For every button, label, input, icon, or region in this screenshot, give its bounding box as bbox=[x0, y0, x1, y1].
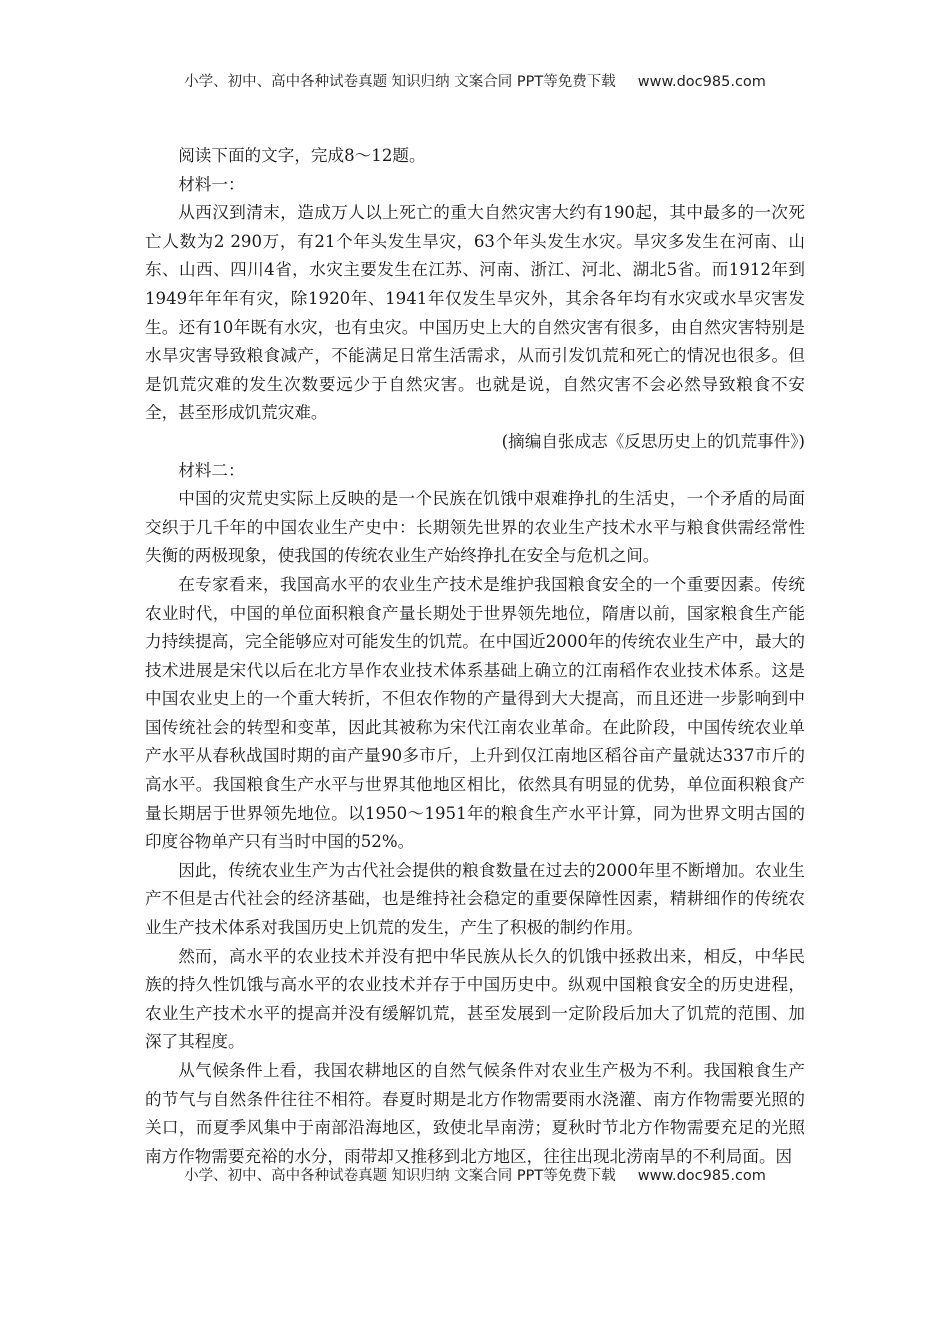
header-text: 小学、初中、高中各种试卷真题 知识归纳 文案合同 PPT等免费下载 bbox=[184, 74, 616, 90]
document-body bbox=[145, 142, 805, 1171]
material2-paragraph-2: 在专家看来，我国高水平的农业生产技术是维护我国粮食安全的一个重要因素。传统农业时代，中国的单位面积粮食产量长期处于世界领先地位，隋唐以前，国家粮食生产能力持续提高，完全能够应对可能发生的饥荒。在中国近2000年的传统农业生产中，最大的技术进展是宋代以后在北方旱作农业技术体系基础上确立的江南稻作农业技术体系。这是中国农业史上的一个重大转折，不但农作物的产量得到大大提高，而且还进一步影响到中国传统社会的转型和变革，因此其被称为宋代江南农业革命。在此阶段，中国传统农业单产水平从春秋战国时期的亩产量90多市斤，上升到仅江南地区稻谷亩产量就达337市斤的高水平。我国粮食生产水平与世界其他地区相比，依然具有明显的优势，单位面积粮食产量长期居于世界领先地位。以1950～1951年的粮食生产水平计算，同为世界文明古国的印度谷物单产只有当时中国的52%。 bbox=[145, 574, 805, 852]
header-url[interactable]: www.doc985.com bbox=[637, 74, 766, 90]
material1-source: (摘编自张成志《反思历史上的饥荒事件》) bbox=[501, 431, 805, 451]
material2-paragraph-5: 从气候条件上看，我国农耕地区的自然气候条件对农业生产极为不利。我国粮食生产的节气与自然条件往往不相符。春夏时期是北方作物需要雨水浇灌、南方作物需要光照的关口，而夏季风集中于南部沿海地区，致使北旱南涝；夏秋时节北方作物需要充足的光照南方作物需要充裕的水分，雨带却又推移到北方地区，往往出现北涝南旱的不利局面。因 bbox=[145, 1061, 805, 1166]
material1-label: 材料一： bbox=[178, 174, 245, 194]
material2-paragraph-1: 中国的灾荒史实际上反映的是一个民族在饥饿中艰难挣扎的生活史，一个矛盾的局面交织于几千年的中国农业生产史中：长期领先世界的农业生产技术水平与粮食供需经常性失衡的两极现象，使我国的传统农业生产始终挣扎在安全与危机之间。 bbox=[145, 489, 805, 566]
intro-instruction: 阅读下面的文字，完成8～12题。 bbox=[178, 146, 426, 165]
page-header bbox=[0, 70, 950, 91]
footer-url[interactable]: www.doc985.com bbox=[637, 1168, 766, 1184]
material2-paragraph-3: 因此，传统农业生产为古代社会提供的粮食数量在过去的2000年里不断增加。农业生产不但是古代社会的经济基础，也是维持社会稳定的重要保障性因素，精耕细作的传统农业生产技术体系对我国历史上饥荒的发生，产生了积极的制约作用。 bbox=[145, 860, 805, 938]
footer-text: 小学、初中、高中各种试卷真题 知识归纳 文案合同 PPT等免费下载 bbox=[184, 1168, 616, 1184]
material1-paragraph: 从西汉到清末，造成万人以上死亡的重大自然灾害大约有190起，其中最多的一次死亡人数为2 290万，有21个年头发生旱灾，63个年头发生水灾。旱灾多发生在河南、山东、山西、四川4省，水灾主要发生在江苏、河南、浙江、河北、湖北5省。而1912年到1949年年年有灾，除1920年、1941年仅发生旱灾外，其余各年均有水灾或水旱灾害发生。还有10年既有水灾，也有虫灾。中国历史上大的自然灾害有很多，由自然灾害特别是水旱灾害导致粮食减产，不能满足日常生活需求，从而引发饥荒和死亡的情况也很多。但是饥荒灾难的发生次数要远少于自然灾害。也就是说，自然灾害不会必然导致粮食不安全，甚至形成饥荒灾难。 bbox=[145, 203, 805, 423]
material2-label: 材料二： bbox=[178, 460, 245, 480]
material2-paragraph-4: 然而，高水平的农业技术并没有把中华民族从长久的饥饿中拯救出来，相反，中华民族的持久性饥饿与高水平的农业技术并存于中国历史中。纵观中国粮食安全的历史进程，农业生产技术水平的提高并没有缓解饥荒，甚至发展到一定阶段后加大了饥荒的范围、加深了其程度。 bbox=[145, 946, 805, 1052]
page-footer bbox=[0, 1164, 950, 1185]
